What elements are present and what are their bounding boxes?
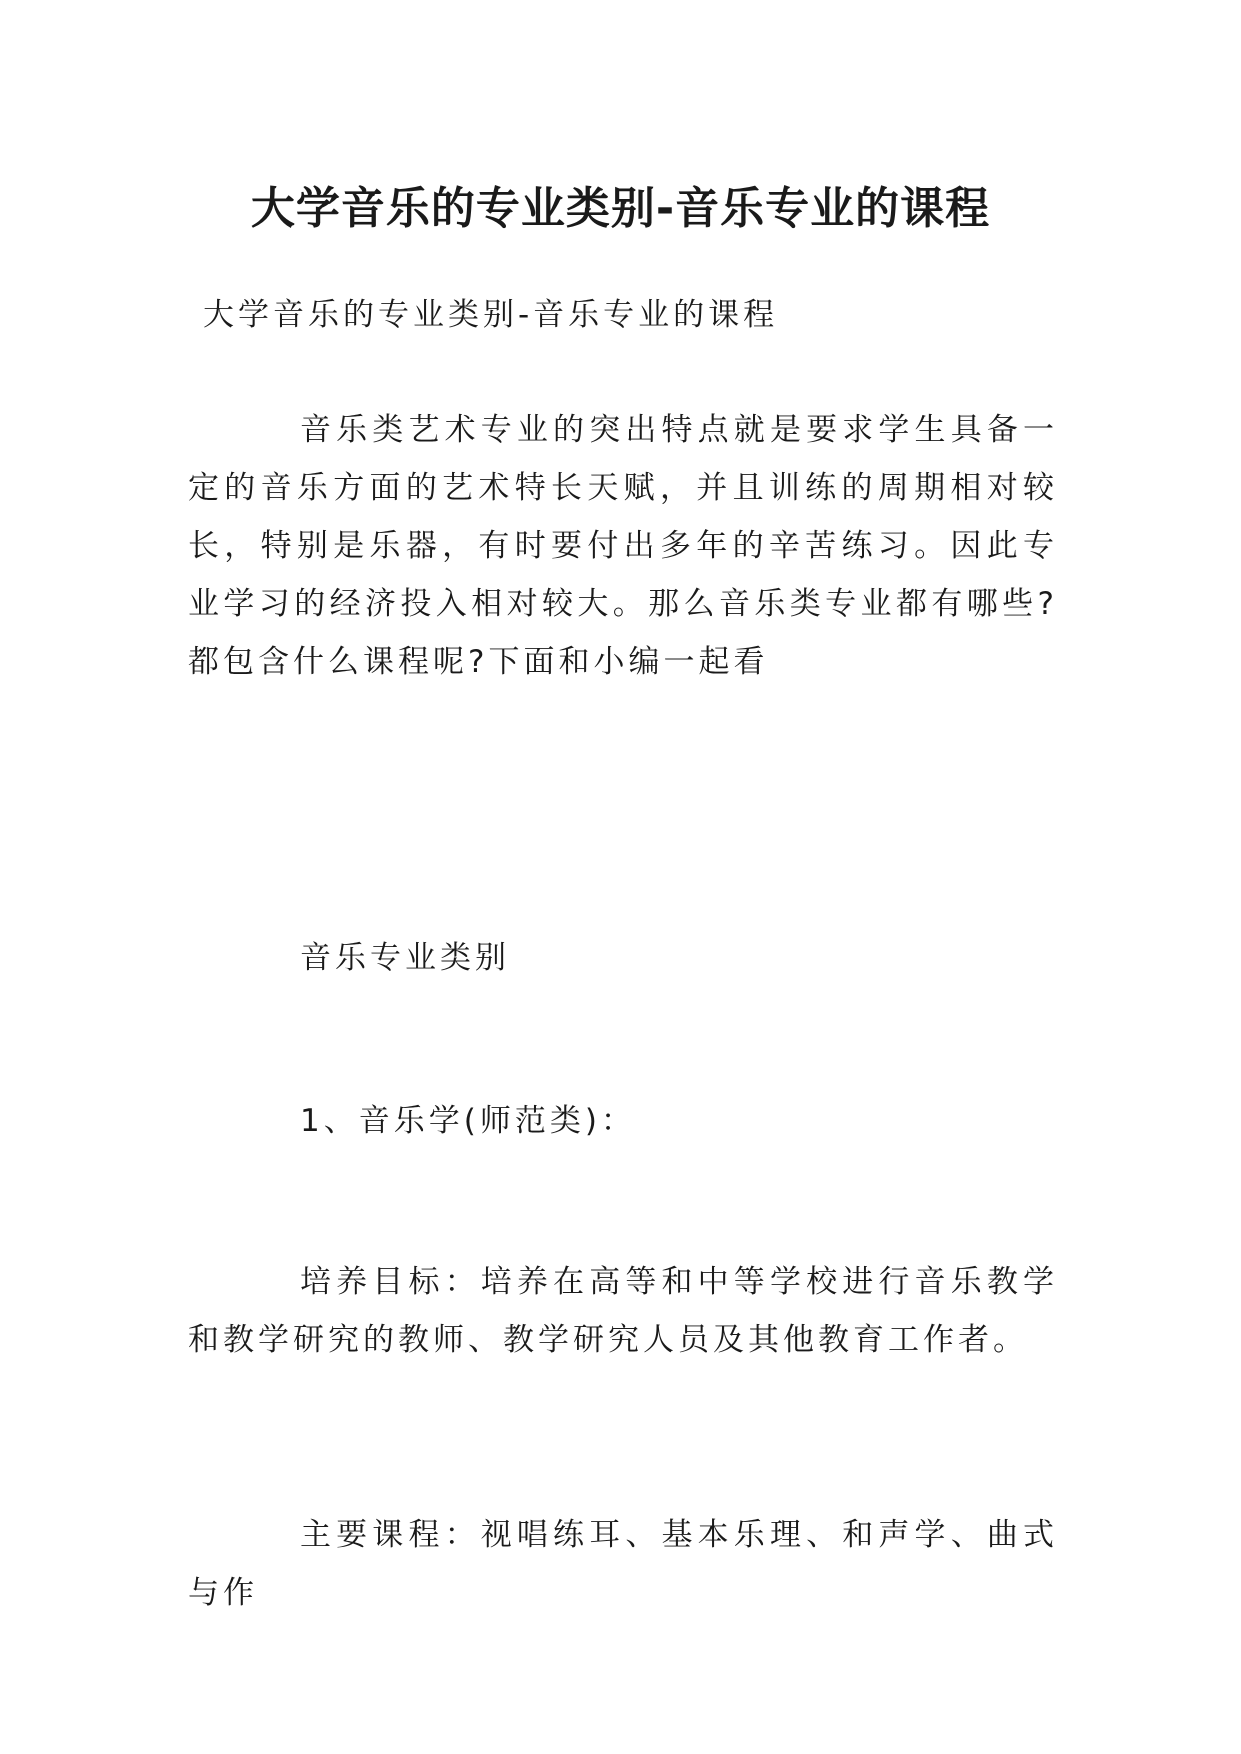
document-subtitle: 大学音乐的专业类别-音乐专业的课程 xyxy=(203,297,779,333)
training-goal-paragraph: 培养目标：培养在高等和中等学校进行音乐教学和教学研究的教师、教学研究人员及其他教育工作者。 xyxy=(188,1264,1058,1358)
intro-paragraph: 音乐类艺术专业的突出特点就是要求学生具备一定的音乐方面的艺术特长天赋，并且训练的周期相对较长，特别是乐器，有时要付出多年的辛苦练习。因此专业学习的经济投入相对较大。那么音乐类专业都有哪些?都包含什么课程呢?下面和小编一起看 xyxy=(188,412,1058,680)
document-title: 大学音乐的专业类别-音乐专业的课程 xyxy=(250,183,991,235)
main-courses-paragraph: 主要课程：视唱练耳、基本乐理、和声学、曲式与作 xyxy=(188,1517,1058,1611)
section-heading: 音乐专业类别 xyxy=(300,940,510,976)
item-1-heading: 1、音乐学(师范类)： xyxy=(300,1103,636,1139)
